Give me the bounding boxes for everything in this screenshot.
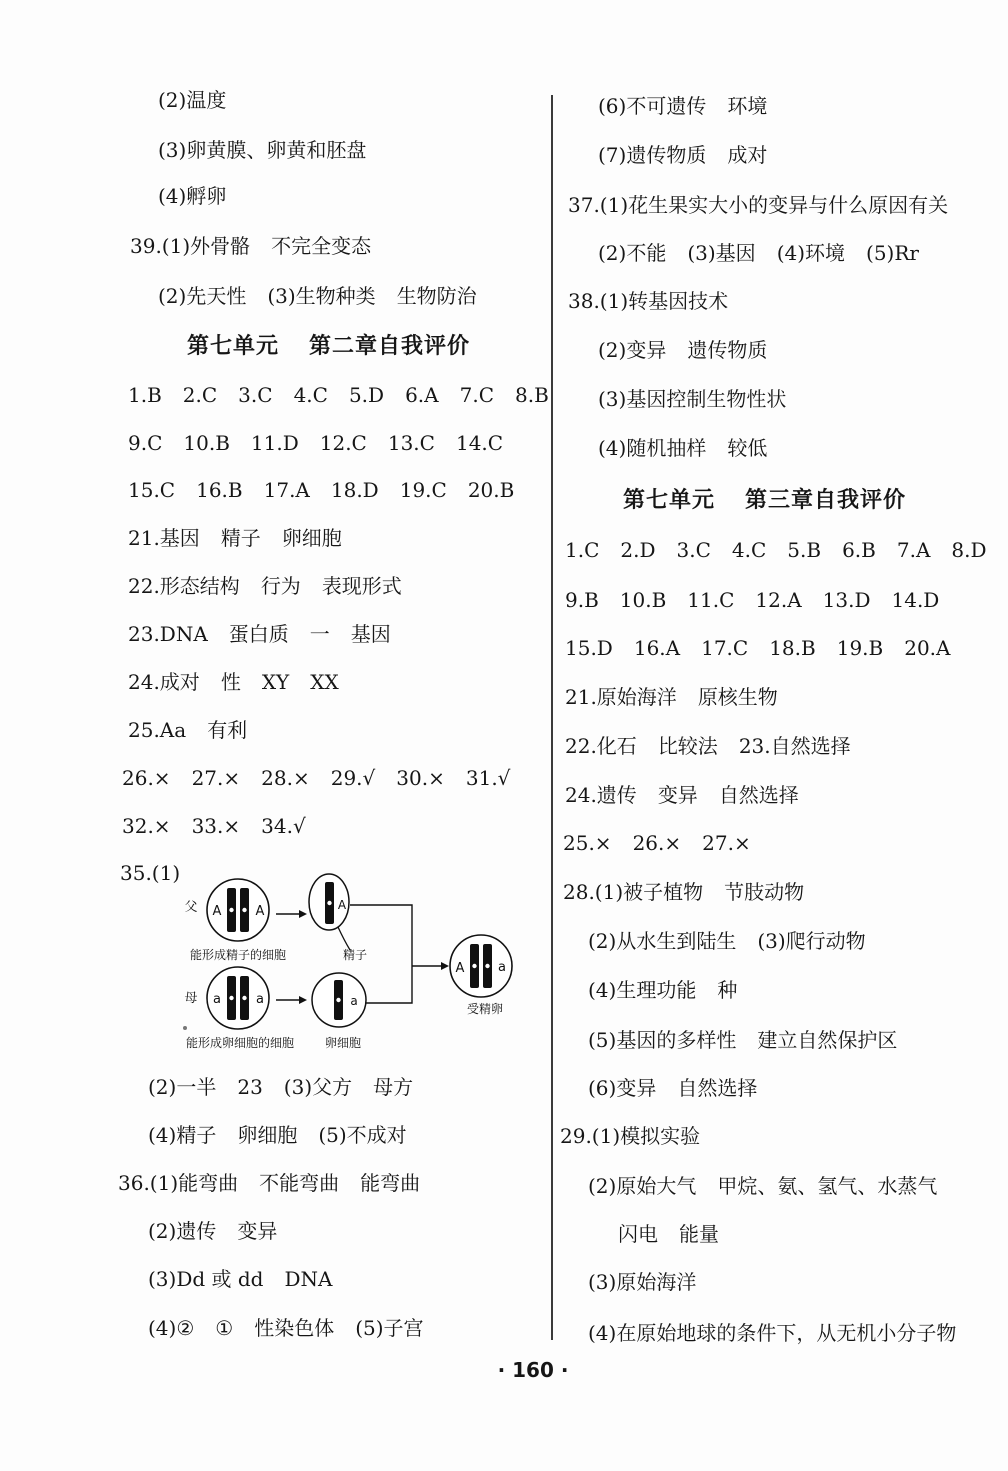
answer-line	[568, 191, 948, 219]
answer-item: (4)精子	[148, 1123, 217, 1147]
answer-item: 2.C	[182, 383, 218, 407]
answer-line	[122, 812, 306, 840]
answer-item: 18.D	[330, 478, 379, 502]
answer-item: 33.×	[191, 814, 241, 838]
answer-item: 38.(1)转基因技术	[568, 289, 729, 313]
right-column	[553, 0, 1008, 1471]
answer-line	[598, 385, 786, 413]
answer-item: 34.√	[261, 814, 306, 838]
answer-item: 12.C	[319, 431, 367, 455]
answer-item: 28.(1)被子植物	[563, 880, 704, 904]
answer-line	[158, 282, 477, 310]
answer-item: 建立自然保护区	[757, 1028, 898, 1052]
answer-line	[565, 781, 799, 809]
answer-line	[588, 1268, 696, 1296]
answer-item: (2)一半	[148, 1075, 217, 1099]
answer-item: 生物防治	[396, 284, 477, 308]
answer-line	[598, 434, 767, 462]
answer-item: (6)不可遗传	[598, 94, 707, 118]
answer-item: 23	[237, 1075, 263, 1099]
answer-item: 母方	[373, 1075, 414, 1099]
answer-line	[148, 1073, 413, 1101]
answer-item: 39.(1)外骨骼	[130, 234, 251, 258]
answer-item: (7)遗传物质	[598, 143, 707, 167]
answer-item: 7.A	[896, 538, 931, 562]
answer-line	[122, 764, 510, 792]
answer-item: 15.C	[128, 478, 176, 502]
answer-item: 3.C	[676, 538, 711, 562]
allele-label: A	[455, 961, 465, 976]
answer-item: 36.(1)能弯曲	[118, 1171, 239, 1195]
answer-item: 7.C	[459, 383, 494, 407]
answer-line	[588, 1026, 897, 1054]
answer-item: ①	[215, 1316, 234, 1340]
mother-cell-caption: 能形成卵细胞的细胞	[185, 1036, 295, 1050]
answer-item: 23.DNA	[128, 622, 208, 646]
answer-item: 13.C	[387, 431, 435, 455]
answer-item: 性	[220, 670, 241, 694]
section-heading	[187, 331, 470, 361]
arrow-head	[299, 996, 307, 1004]
father-label: 父	[184, 900, 198, 915]
answer-item: 卵细胞	[281, 526, 342, 550]
answer-item: 第三章自我评价	[745, 487, 907, 513]
allele-label: A	[255, 904, 265, 919]
answer-item: 比较法	[657, 734, 718, 758]
answer-line	[563, 829, 751, 857]
answer-item: 自然选择	[718, 783, 799, 807]
answer-item: 21.原始海洋	[565, 685, 677, 709]
answer-item: 一	[309, 622, 330, 646]
answer-item: 成对	[727, 143, 768, 167]
gene-locus	[229, 996, 233, 1000]
gene-locus	[229, 908, 233, 912]
answer-item: 8.B	[515, 383, 549, 407]
answer-item: (3)Dd 或 dd	[148, 1267, 264, 1291]
answer-item: 13.D	[822, 588, 871, 612]
allele-label: A	[212, 904, 222, 919]
answer-item: 变异	[657, 783, 698, 807]
answer-line	[120, 859, 180, 887]
answer-item: 6.A	[405, 383, 439, 407]
inheritance-diagram	[175, 860, 525, 1055]
zygote-caption: 受精卵	[466, 1002, 504, 1016]
answer-item: (4)孵卵	[158, 184, 227, 208]
answer-item: 节肢动物	[724, 880, 805, 904]
answer-item: 1.B	[128, 383, 162, 407]
answer-line	[128, 716, 247, 744]
father-cell-caption: 能形成精子的细胞	[189, 948, 287, 962]
answer-item: (3)卵黄膜、卵黄和胚盘	[158, 138, 367, 162]
answer-item: (3)基因控制生物性状	[598, 387, 787, 411]
allele-label: a	[498, 960, 506, 975]
answer-item: XY	[261, 670, 290, 694]
section-heading	[623, 485, 906, 515]
answer-line	[128, 668, 339, 696]
answer-line	[128, 572, 402, 600]
answer-item: 31.√	[465, 766, 511, 790]
answer-line	[148, 1314, 424, 1342]
allele-label: a	[350, 994, 358, 1008]
sperm-caption: 精子	[342, 948, 368, 962]
answer-item: 能量	[679, 1222, 719, 1246]
answer-line	[148, 1121, 407, 1149]
answer-item: 5.D	[348, 383, 385, 407]
answer-item: 16.A	[633, 636, 681, 660]
answer-item: (4)在原始地球的条件下，从无机小分子物	[588, 1321, 957, 1345]
answer-item: 26.×	[632, 831, 682, 855]
answer-line	[588, 1074, 757, 1102]
answer-item: 18.B	[769, 636, 816, 660]
answer-item: 第七单元	[623, 487, 716, 513]
answer-item: 17.A	[263, 478, 310, 502]
answer-item: (3)原始海洋	[588, 1270, 697, 1294]
answer-line	[128, 429, 503, 457]
answer-line	[618, 1220, 719, 1248]
answer-line	[598, 141, 767, 169]
answer-item: 14.C	[455, 431, 504, 455]
answer-item: (4)生理功能	[588, 978, 697, 1002]
answer-item: (5)子宫	[355, 1316, 424, 1340]
answer-item: 表现形式	[321, 574, 402, 598]
page-number: · 160 ·	[497, 1358, 569, 1382]
answer-item: 12.A	[755, 588, 802, 612]
answer-line	[565, 634, 950, 662]
answer-item: 3.C	[238, 383, 273, 407]
arrow-head	[299, 910, 307, 918]
answer-item: 9.C	[128, 431, 163, 455]
answer-line	[598, 336, 767, 364]
answer-item: 卵细胞	[237, 1123, 298, 1147]
answer-item: 不完全变态	[271, 234, 372, 258]
answer-item: 闪电	[618, 1222, 658, 1246]
answer-item: (2)遗传	[148, 1219, 217, 1243]
answer-item: 8.D	[951, 538, 987, 562]
answer-line	[118, 1169, 420, 1197]
answer-line	[128, 524, 342, 552]
answer-line	[588, 976, 737, 1004]
answer-item: 20.B	[467, 478, 515, 502]
answer-item: 4.C	[731, 538, 767, 562]
answer-line	[565, 586, 939, 614]
answer-item: (2)从水生到陆生	[588, 929, 737, 953]
answer-item: 26.×	[122, 766, 171, 790]
answer-line	[158, 136, 366, 164]
answer-line	[565, 683, 778, 711]
answer-item: 29.(1)模拟实验	[560, 1124, 701, 1148]
answer-item: (5)Rr	[866, 241, 919, 265]
answer-item: 变异	[237, 1219, 278, 1243]
answer-item: 35.(1)	[120, 861, 181, 885]
answer-item: 19.C	[399, 478, 447, 502]
mother-label: 母	[184, 991, 198, 1006]
answer-item: 性染色体	[254, 1316, 335, 1340]
answer-line	[565, 536, 987, 564]
answer-item: 30.×	[396, 766, 445, 790]
answer-item: 17.C	[701, 636, 749, 660]
answer-line	[148, 1217, 277, 1245]
answer-item: 19.B	[836, 636, 884, 660]
allele-label: a	[213, 992, 221, 1007]
answer-item: (3)父方	[283, 1075, 353, 1099]
answer-item: 种	[717, 978, 738, 1002]
answer-item: 11.C	[687, 588, 735, 612]
answer-item: 蛋白质	[228, 622, 289, 646]
answer-line	[588, 927, 866, 955]
answer-line	[568, 287, 728, 315]
answer-line	[128, 476, 514, 504]
answer-item: 遗传物质	[687, 338, 768, 362]
answer-item: DNA	[284, 1267, 333, 1291]
arrow-head	[441, 962, 449, 970]
answer-item: 1.C	[565, 538, 600, 562]
answer-item: (5)不成对	[318, 1123, 407, 1147]
answer-item: 有利	[207, 718, 248, 742]
answer-item: 25.×	[563, 831, 612, 855]
answer-item: 28.×	[261, 766, 310, 790]
answer-item: (2)温度	[158, 88, 227, 112]
answer-item: 4.C	[293, 383, 328, 407]
answer-item: 16.B	[196, 478, 243, 502]
answer-item: (5)基因的多样性	[588, 1028, 737, 1052]
answer-item: (4)环境	[776, 241, 846, 265]
answer-line	[158, 86, 226, 114]
answer-item: 24.成对	[128, 670, 200, 694]
answer-line	[130, 232, 371, 260]
answer-line	[588, 1172, 937, 1200]
answer-item: 环境	[727, 94, 768, 118]
answer-item: 29.√	[330, 766, 376, 790]
answer-item: 27.×	[702, 831, 751, 855]
answer-item: 不能弯曲	[259, 1171, 340, 1195]
answer-line	[128, 620, 391, 648]
egg-caption: 卵细胞	[324, 1036, 362, 1050]
gene-locus	[327, 901, 331, 905]
answer-item: 6.B	[842, 538, 876, 562]
answer-item: 基因	[350, 622, 391, 646]
answer-item: 自然选择	[677, 1076, 758, 1100]
answer-item: (4)随机抽样	[598, 436, 707, 460]
answer-item: 9.B	[565, 588, 599, 612]
answer-item: (3)生物种类	[267, 284, 376, 308]
answer-item: (3)基因	[687, 241, 756, 265]
answer-item: 甲烷、氨、氢气、水蒸气	[717, 1174, 938, 1198]
answer-line	[598, 239, 919, 267]
answer-item: 24.遗传	[565, 783, 637, 807]
answer-item: 20.A	[904, 636, 951, 660]
gene-locus	[242, 908, 246, 912]
answer-item: 23.自然选择	[738, 734, 851, 758]
answer-item: (2)先天性	[158, 284, 247, 308]
answer-item: 5.B	[787, 538, 822, 562]
answer-item: 原核生物	[697, 685, 778, 709]
answer-item: 22.化石	[565, 734, 637, 758]
answer-item: 32.×	[122, 814, 171, 838]
answer-item: 25.Aa	[128, 718, 187, 742]
answer-item: 第二章自我评价	[309, 333, 471, 359]
answer-item: 11.D	[250, 431, 299, 455]
gene-locus	[336, 998, 340, 1002]
answer-item: 第七单元	[187, 333, 280, 359]
answer-item: 较低	[727, 436, 768, 460]
answer-item: 37.(1)花生果实大小的变异与什么原因有关	[568, 193, 949, 217]
allele-label: A	[337, 898, 347, 912]
answer-line	[598, 92, 767, 120]
answer-line	[158, 182, 226, 210]
answer-item: 10.B	[619, 588, 667, 612]
sperm-tail	[338, 927, 350, 950]
answer-line	[588, 1319, 956, 1347]
answer-item: (2)不能	[598, 241, 667, 265]
answer-line	[128, 381, 549, 409]
answer-item: 精子	[220, 526, 261, 550]
answer-item: (6)变异	[588, 1076, 657, 1100]
answer-item: (2)变异	[598, 338, 667, 362]
scan-speck	[183, 1026, 187, 1030]
answer-item: 22.形态结构	[128, 574, 240, 598]
answer-item: (4)②	[148, 1316, 195, 1340]
answer-line	[148, 1265, 332, 1293]
answer-item: (3)爬行动物	[757, 929, 866, 953]
answer-item: 行为	[260, 574, 301, 598]
answer-item: 27.×	[191, 766, 241, 790]
answer-item: 21.基因	[128, 526, 200, 550]
gene-locus	[472, 964, 476, 968]
answer-item: 能弯曲	[360, 1171, 421, 1195]
answer-line	[563, 878, 804, 906]
answer-item: 2.D	[620, 538, 656, 562]
answer-item: (2)原始大气	[588, 1174, 697, 1198]
answer-item: 14.D	[891, 588, 940, 612]
gene-locus	[485, 964, 489, 968]
answer-line	[565, 732, 851, 760]
answer-item: XX	[310, 670, 339, 694]
answer-item: 10.B	[183, 431, 230, 455]
answer-item: 15.D	[565, 636, 613, 660]
gene-locus	[242, 996, 246, 1000]
answer-line	[560, 1122, 700, 1150]
allele-label: a	[256, 992, 264, 1007]
